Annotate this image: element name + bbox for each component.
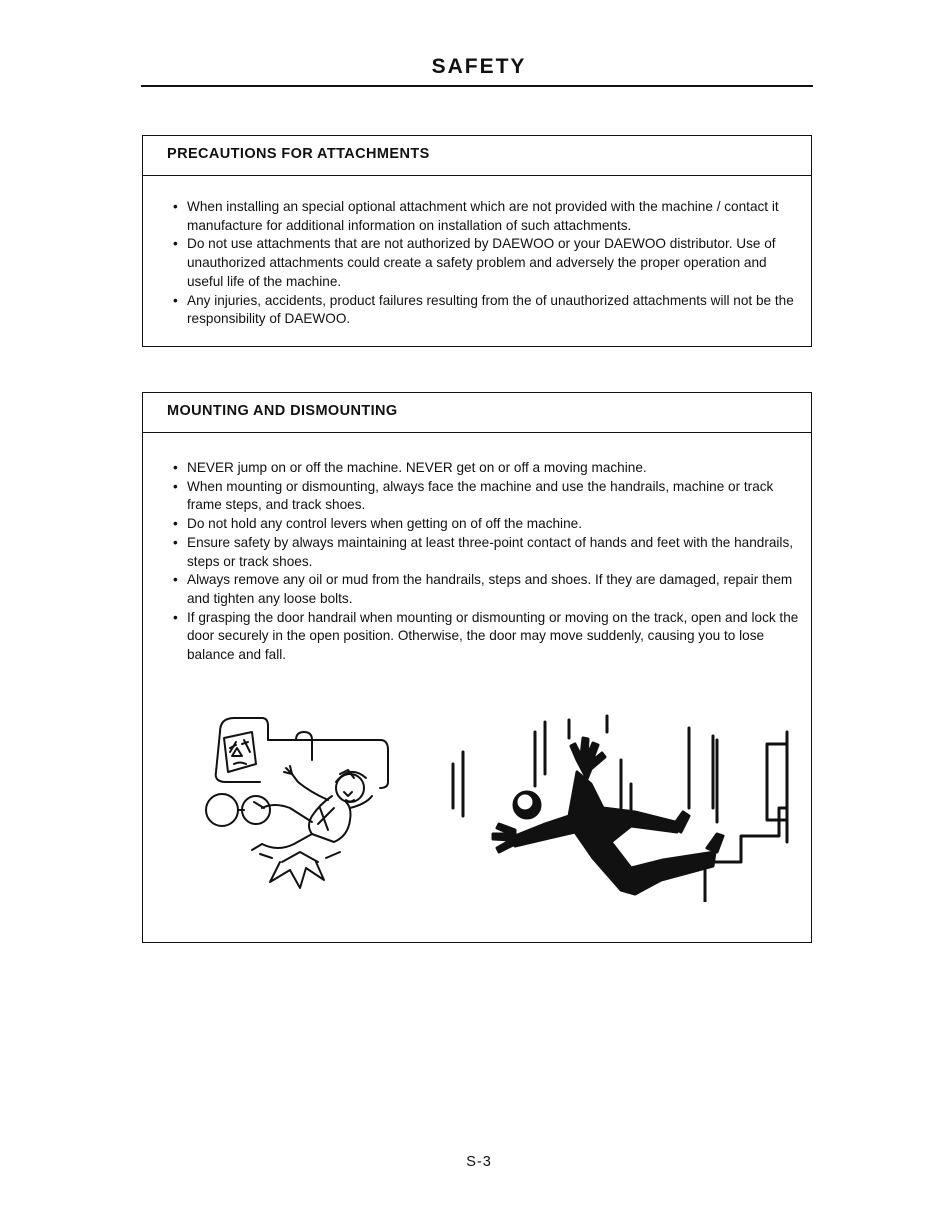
bullet-item: • If grasping the door handrail when mounting or dismounting or moving on the track, open and lock the door securely in the open position. Otherwise, the door may move suddenly, causing you to lose balance and fall. (173, 609, 801, 665)
bullet-item: • Ensure safety by always maintaining at least three-point contact of hands and feet with the handrails, steps or track shoes. (173, 534, 801, 571)
section-heading: MOUNTING AND DISMOUNTING (143, 393, 811, 433)
page-number: S-3 (466, 1154, 492, 1170)
section-heading: PRECAUTIONS FOR ATTACHMENTS (143, 136, 811, 176)
bullet-item: • When mounting or dismounting, always face the machine and use the handrails, machine or track frame steps, and track shoes. (173, 478, 801, 515)
bullet-item: • When installing an special optional attachment which are not provided with the machine / contact it manufacture for additional information on installation of such attachments. (173, 198, 801, 235)
bullet-item: • Always remove any oil or mud from the handrails, steps and shoes. If they are damaged, repair them and tighten any loose bolts. (173, 571, 801, 608)
jumping-worker-falling-from-cab-illustration (200, 712, 400, 894)
bullet-item: • Do not use attachments that are not authorized by DAEWOO or your DAEWOO distributor. Use of unauthorized attachments could create a safety problem and adversely the proper operation and useful life of the machine. (173, 235, 801, 291)
bullet-list (173, 459, 801, 665)
title-divider (141, 85, 813, 87)
page-title: SAFETY (431, 55, 527, 78)
worker-falling-down-stairs-illustration (445, 712, 795, 902)
bullet-item: • Any injuries, accidents, product failures resulting from the of unauthorized attachments will not be the responsibility of DAEWOO. (173, 292, 801, 329)
bullet-item: • NEVER jump on or off the machine. NEVER get on or off a moving machine. (173, 459, 801, 478)
bullet-list (173, 198, 801, 329)
bullet-item: • Do not hold any control levers when getting on of off the machine. (173, 515, 801, 534)
section-precautions-for-attachments (142, 135, 812, 347)
